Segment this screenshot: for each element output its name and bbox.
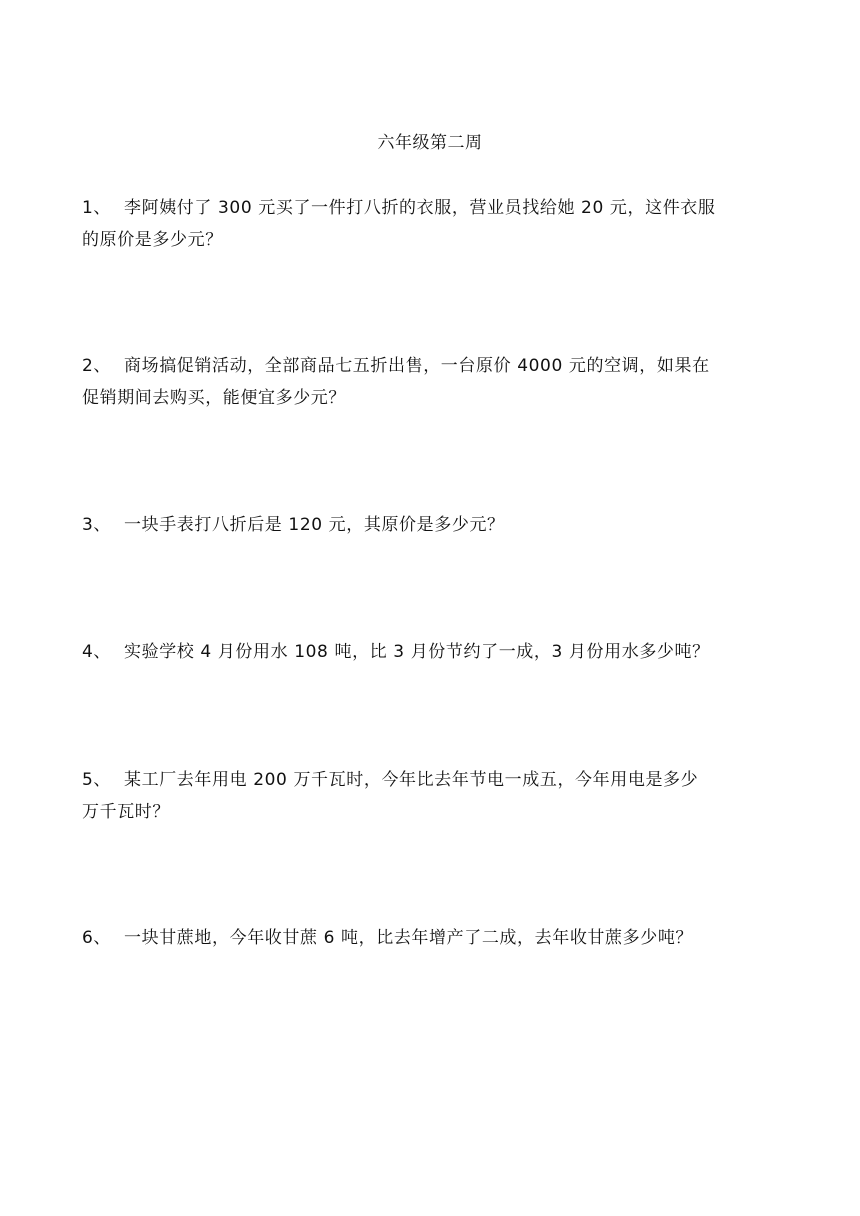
problem-1-line-1 bbox=[82, 192, 782, 224]
problem-2 bbox=[82, 350, 782, 414]
problem-6-line-1 bbox=[82, 922, 802, 954]
problem-5-number: 5、 bbox=[82, 770, 112, 790]
problem-4-text-1: 实验学校 4 月份用水 108 吨，比 3 月份节约了一成，3 月份用水多少吨？ bbox=[124, 642, 710, 662]
problem-4-number: 4、 bbox=[82, 642, 112, 662]
problem-6-number: 6、 bbox=[82, 928, 112, 948]
problem-5-text-1: 某工厂去年用电 200 万千瓦时，今年比去年节电一成五，今年用电是多少 bbox=[124, 770, 699, 790]
problem-1-number: 1、 bbox=[82, 198, 112, 218]
problem-5 bbox=[82, 764, 782, 828]
problem-3-text-1: 一块手表打八折后是 120 元，其原价是多少元？ bbox=[124, 515, 505, 535]
problem-4-line-1 bbox=[82, 636, 802, 668]
problem-3-line-1 bbox=[82, 509, 782, 541]
problem-2-number: 2、 bbox=[82, 356, 112, 376]
problem-5-text-2: 万千瓦时？ bbox=[82, 802, 170, 822]
problem-2-text-1: 商场搞促销活动，全部商品七五折出售，一台原价 4000 元的空调，如果在 bbox=[124, 356, 710, 376]
problem-6-text-1: 一块甘蔗地，今年收甘蔗 6 吨，比去年增产了二成，去年收甘蔗多少吨？ bbox=[124, 928, 694, 948]
problem-1-text-1: 李阿姨付了 300 元买了一件打八折的衣服，营业员找给她 20 元，这件衣服 bbox=[124, 198, 716, 218]
problem-1-text-2: 的原价是多少元？ bbox=[82, 230, 223, 250]
problem-4 bbox=[82, 636, 802, 668]
problem-2-text-2: 促销期间去购买，能便宜多少元？ bbox=[82, 388, 346, 408]
page-title: 六年级第二周 bbox=[377, 133, 483, 153]
problem-1 bbox=[82, 192, 782, 256]
problem-3 bbox=[82, 509, 782, 541]
problem-6 bbox=[82, 922, 802, 954]
problem-2-line-1 bbox=[82, 350, 782, 382]
problem-5-line-1 bbox=[82, 764, 782, 796]
problem-3-number: 3、 bbox=[82, 515, 112, 535]
